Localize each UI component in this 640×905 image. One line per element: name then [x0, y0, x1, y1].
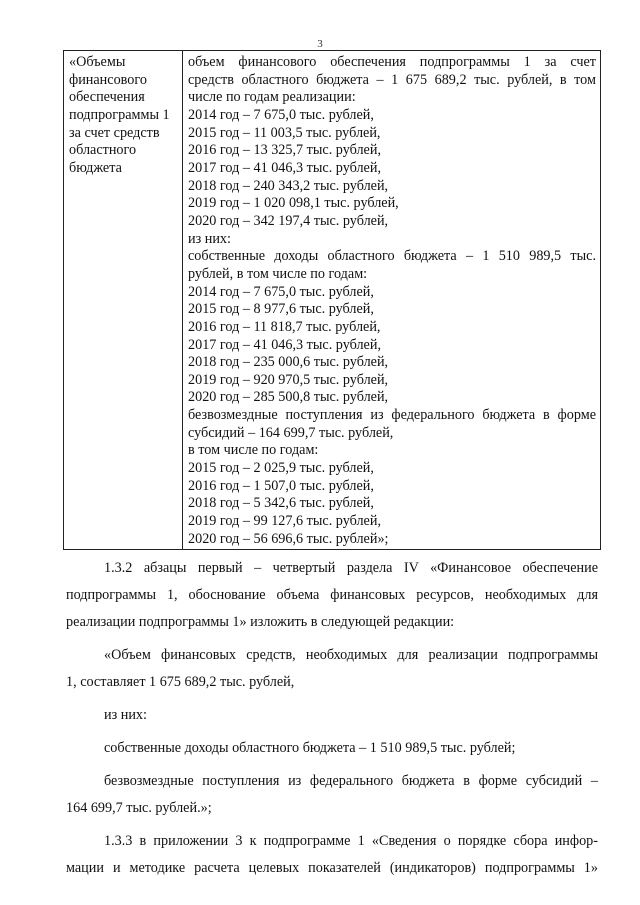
financing-table	[63, 50, 601, 550]
value-line: 2015 год – 11 003,5 тыс. рублей,	[188, 124, 381, 141]
paragraph-volume	[66, 642, 598, 696]
label-line: «Объемы	[69, 54, 126, 70]
value-line: числе по годам реализации:	[188, 89, 356, 106]
value-line: 2014 год – 7 675,0 тыс. рублей,	[188, 283, 374, 300]
paragraph-own-revenue	[66, 735, 598, 762]
paragraph-line: реализации подпрограммы 1» изложить в следующей редакции:	[66, 614, 455, 630]
paragraph-line: 1, составляет 1 675 689,2 тыс. рублей,	[66, 674, 295, 690]
label-line: областного	[69, 142, 137, 159]
paragraph-line: 1.3.2 абзацы первый – четвертый раздела IV «Финансовое обеспечение	[104, 560, 598, 576]
paragraph-federal-subsidies	[66, 768, 598, 822]
paragraph-line: 1.3.3 в приложении 3 к подпрограмме 1 «Сведения о порядке сбора инфор-	[104, 833, 598, 849]
paragraph-line: подпрограммы 1, обоснование объема финансовых ресурсов, необходимых для	[66, 587, 598, 603]
value-line: из них:	[188, 230, 231, 247]
value-line: в том числе по годам:	[188, 442, 319, 459]
label-line: за счет средств	[69, 124, 160, 141]
paragraph-1332	[66, 555, 598, 636]
value-line: 2016 год – 13 325,7 тыс. рублей,	[188, 142, 381, 159]
label-line: подпрограммы 1	[69, 106, 170, 123]
paragraph-line: безвозмездные поступления из федерального бюджета в форме субсидий –	[104, 773, 598, 789]
value-line: 2017 год – 41 046,3 тыс. рублей,	[188, 336, 381, 353]
value-line: 2020 год – 56 696,6 тыс. рублей»;	[188, 530, 389, 547]
page-number: 3	[317, 38, 323, 50]
table-value-cell	[183, 51, 601, 550]
value-line: 2020 год – 342 197,4 тыс. рублей,	[188, 212, 389, 229]
value-line: 2015 год – 2 025,9 тыс. рублей,	[188, 460, 374, 477]
label-line: обеспечения	[69, 89, 145, 106]
paragraph-line: из них:	[104, 707, 147, 723]
value-line: субсидий – 164 699,7 тыс. рублей,	[188, 424, 394, 441]
value-line: 2020 год – 285 500,8 тыс. рублей,	[188, 389, 389, 406]
paragraph-line: 164 699,7 тыс. рублей.»;	[66, 800, 212, 816]
value-line: 2018 год – 5 342,6 тыс. рублей,	[188, 495, 374, 512]
value-line: безвозмездные поступления из федерального бюджета в форме	[188, 407, 596, 424]
value-line: 2016 год – 11 818,7 тыс. рублей,	[188, 318, 381, 335]
paragraph-1333	[66, 828, 598, 882]
value-line: 2017 год – 41 046,3 тыс. рублей,	[188, 159, 381, 176]
value-line: 2018 год – 235 000,6 тыс. рублей,	[188, 354, 389, 371]
value-line: 2018 год – 240 343,2 тыс. рублей,	[188, 177, 389, 194]
value-line: 2019 год – 99 127,6 тыс. рублей,	[188, 513, 381, 530]
paragraph-line: собственные доходы областного бюджета – 1 510 989,5 тыс. рублей;	[104, 740, 516, 756]
paragraph-line: «Объем финансовых средств, необходимых для реализации подпрограммы	[104, 647, 598, 663]
value-line: объем финансового обеспечения подпрограммы 1 за счет	[188, 54, 596, 70]
value-line: средств областного бюджета – 1 675 689,2 тыс. рублей, в том	[188, 71, 596, 88]
label-line: финансового	[69, 71, 147, 88]
value-line: рублей, в том числе по годам:	[188, 265, 368, 282]
document-body	[66, 555, 598, 882]
value-line: собственные доходы областного бюджета – 1 510 989,5 тыс.	[188, 248, 596, 265]
table-row	[64, 51, 601, 550]
label-line: бюджета	[69, 159, 122, 176]
paragraph-line: мации и методике расчета целевых показателей (индикаторов) подпрограммы 1»	[66, 860, 598, 876]
value-line: 2014 год – 7 675,0 тыс. рублей,	[188, 106, 374, 123]
value-line: 2016 год – 1 507,0 тыс. рублей,	[188, 477, 374, 494]
value-line: 2015 год – 8 977,6 тыс. рублей,	[188, 301, 374, 318]
value-line: 2019 год – 920 970,5 тыс. рублей,	[188, 371, 389, 388]
table-label-cell	[64, 51, 183, 550]
value-line: 2019 год – 1 020 098,1 тыс. рублей,	[188, 195, 399, 212]
paragraph-of-them	[66, 702, 598, 729]
